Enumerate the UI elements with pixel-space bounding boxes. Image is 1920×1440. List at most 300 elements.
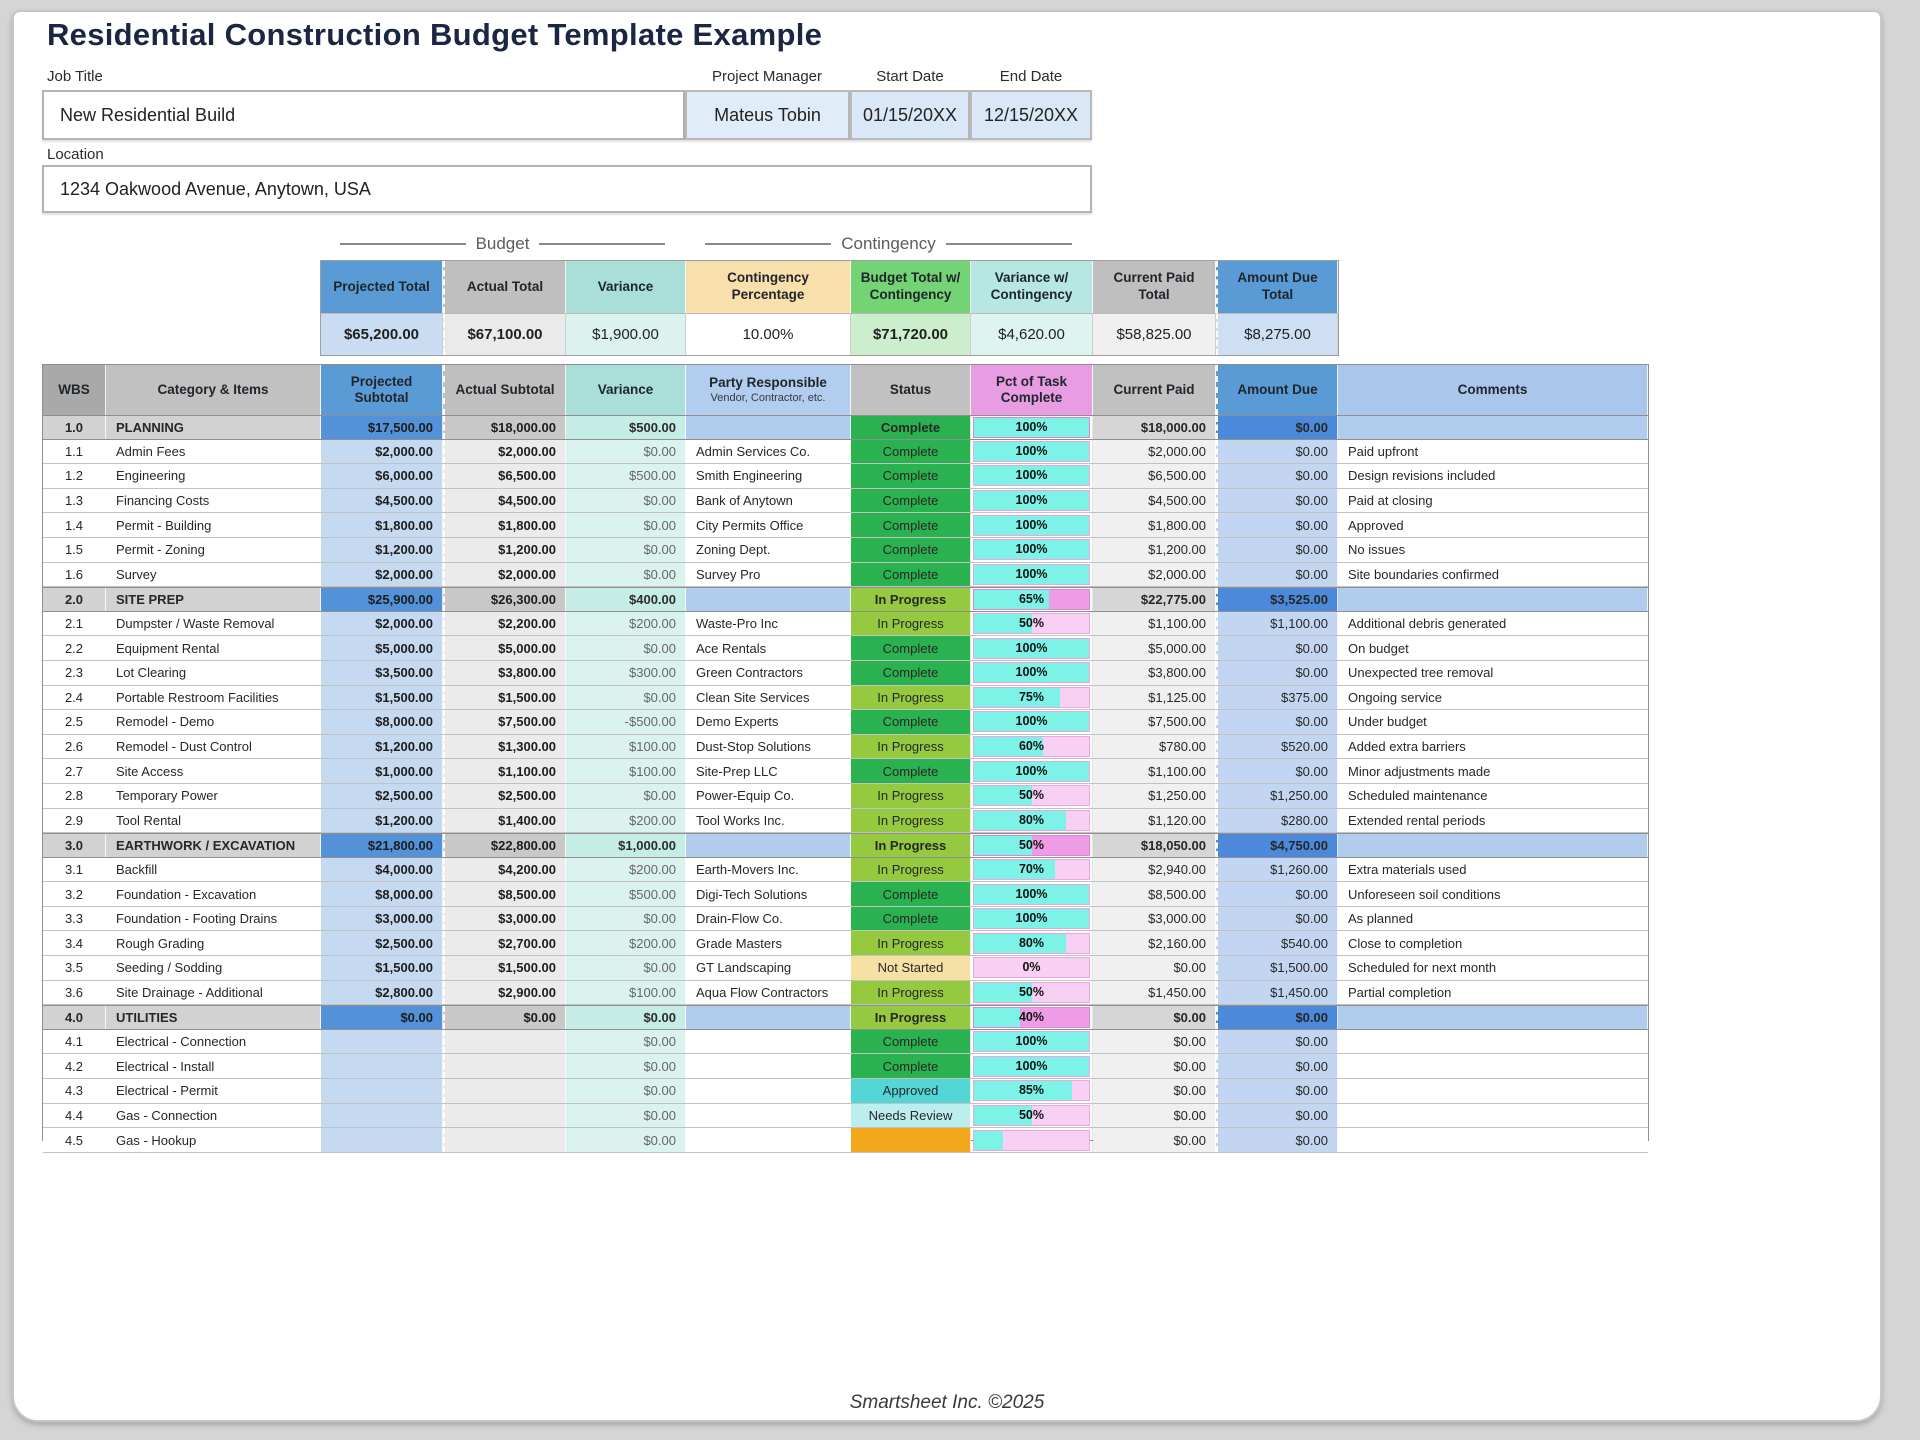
cell-current-paid[interactable]: $2,940.00 [1093, 858, 1216, 882]
cell-pct-complete[interactable] [971, 858, 1093, 882]
cell-current-paid[interactable]: $0.00 [1093, 1128, 1216, 1152]
cell-pct-complete[interactable] [971, 440, 1093, 464]
cell-actual-subtotal[interactable]: $1,300.00 [443, 735, 566, 759]
cell-amount-due[interactable]: $1,250.00 [1216, 784, 1338, 808]
cell-amount-due[interactable]: $540.00 [1216, 931, 1338, 955]
cell-pct-complete[interactable] [971, 416, 1093, 439]
cell-projected-subtotal[interactable]: $5,000.00 [321, 636, 443, 660]
cell-comments[interactable]: On budget [1338, 636, 1648, 660]
cell-comments[interactable]: Site boundaries confirmed [1338, 563, 1648, 587]
cell-party-responsible[interactable]: Smith Engineering [686, 464, 851, 488]
cell-variance[interactable]: $0.00 [566, 1079, 686, 1103]
cell-variance[interactable]: $0.00 [566, 907, 686, 931]
cell-actual-subtotal[interactable]: $18,000.00 [443, 416, 566, 439]
cell-wbs[interactable]: 4.5 [43, 1128, 106, 1152]
cell-amount-due[interactable]: $520.00 [1216, 735, 1338, 759]
cell-comments[interactable]: Under budget [1338, 710, 1648, 734]
cell-party-responsible[interactable]: Clean Site Services [686, 686, 851, 710]
cell-actual-subtotal[interactable]: $1,400.00 [443, 809, 566, 833]
cell-projected-subtotal[interactable]: $2,500.00 [321, 931, 443, 955]
cell-status[interactable]: In Progress [851, 612, 971, 636]
cell-projected-subtotal[interactable]: $1,500.00 [321, 956, 443, 980]
job-title-field[interactable]: New Residential Build [42, 90, 685, 140]
cell-comments[interactable]: Partial completion [1338, 981, 1648, 1005]
cell-wbs[interactable]: 3.6 [43, 981, 106, 1005]
cell-wbs[interactable]: 1.5 [43, 538, 106, 562]
cell-wbs[interactable]: 1.6 [43, 563, 106, 587]
cell-pct-complete[interactable] [971, 636, 1093, 660]
cell-pct-complete[interactable] [971, 588, 1093, 611]
cell-variance[interactable]: $0.00 [566, 489, 686, 513]
cell-current-paid[interactable]: $7,500.00 [1093, 710, 1216, 734]
summary-value-cell[interactable]: $1,900.00 [566, 313, 686, 355]
cell-wbs[interactable]: 3.5 [43, 956, 106, 980]
cell-variance[interactable]: $0.00 [566, 1104, 686, 1128]
cell-comments[interactable]: Extended rental periods [1338, 809, 1648, 833]
cell-actual-subtotal[interactable]: $1,200.00 [443, 538, 566, 562]
cell-category-item[interactable]: Site Drainage - Additional [106, 981, 321, 1005]
project-manager-field[interactable]: Mateus Tobin [685, 90, 850, 140]
cell-amount-due[interactable]: $0.00 [1216, 710, 1338, 734]
cell-pct-complete[interactable] [971, 809, 1093, 833]
cell-wbs[interactable]: 4.2 [43, 1054, 106, 1078]
cell-current-paid[interactable]: $1,800.00 [1093, 513, 1216, 537]
cell-current-paid[interactable]: $2,000.00 [1093, 440, 1216, 464]
cell-variance[interactable]: $100.00 [566, 735, 686, 759]
cell-status[interactable]: Complete [851, 464, 971, 488]
cell-projected-subtotal[interactable]: $3,000.00 [321, 907, 443, 931]
cell-wbs[interactable]: 2.2 [43, 636, 106, 660]
cell-current-paid[interactable]: $1,125.00 [1093, 686, 1216, 710]
cell-amount-due[interactable]: $4,750.00 [1216, 834, 1338, 857]
cell-category-item[interactable]: Permit - Building [106, 513, 321, 537]
cell-wbs[interactable]: 2.6 [43, 735, 106, 759]
cell-amount-due[interactable]: $0.00 [1216, 440, 1338, 464]
cell-wbs[interactable]: 2.4 [43, 686, 106, 710]
cell-projected-subtotal[interactable]: $1,200.00 [321, 735, 443, 759]
cell-current-paid[interactable]: $0.00 [1093, 1104, 1216, 1128]
cell-status[interactable]: In Progress [851, 931, 971, 955]
cell-amount-due[interactable]: $0.00 [1216, 1104, 1338, 1128]
cell-pct-complete[interactable] [971, 1006, 1093, 1029]
cell-party-responsible[interactable]: City Permits Office [686, 513, 851, 537]
cell-comments[interactable] [1338, 416, 1648, 439]
cell-actual-subtotal[interactable]: $2,000.00 [443, 440, 566, 464]
cell-actual-subtotal[interactable]: $4,200.00 [443, 858, 566, 882]
cell-projected-subtotal[interactable]: $2,000.00 [321, 563, 443, 587]
cell-amount-due[interactable]: $1,500.00 [1216, 956, 1338, 980]
cell-actual-subtotal[interactable]: $2,000.00 [443, 563, 566, 587]
cell-wbs[interactable]: 1.2 [43, 464, 106, 488]
cell-amount-due[interactable]: $0.00 [1216, 1054, 1338, 1078]
cell-projected-subtotal[interactable]: $0.00 [321, 1006, 443, 1029]
cell-projected-subtotal[interactable]: $2,000.00 [321, 612, 443, 636]
cell-comments[interactable]: Unexpected tree removal [1338, 661, 1648, 685]
cell-variance[interactable]: $100.00 [566, 981, 686, 1005]
cell-pct-complete[interactable] [971, 1128, 1093, 1152]
cell-amount-due[interactable]: $280.00 [1216, 809, 1338, 833]
cell-category-item[interactable]: Survey [106, 563, 321, 587]
cell-current-paid[interactable]: $1,250.00 [1093, 784, 1216, 808]
cell-status[interactable]: In Progress [851, 858, 971, 882]
cell-status[interactable]: Not Started [851, 956, 971, 980]
cell-category-item[interactable]: SITE PREP [106, 588, 321, 611]
cell-current-paid[interactable]: $22,775.00 [1093, 588, 1216, 611]
cell-current-paid[interactable]: $1,120.00 [1093, 809, 1216, 833]
cell-current-paid[interactable]: $0.00 [1093, 1054, 1216, 1078]
cell-pct-complete[interactable] [971, 1079, 1093, 1103]
cell-status[interactable]: Complete [851, 636, 971, 660]
cell-actual-subtotal[interactable]: $1,500.00 [443, 956, 566, 980]
cell-current-paid[interactable]: $8,500.00 [1093, 882, 1216, 906]
cell-status[interactable]: Needs Review [851, 1104, 971, 1128]
cell-projected-subtotal[interactable]: $1,500.00 [321, 686, 443, 710]
cell-party-responsible[interactable]: Ace Rentals [686, 636, 851, 660]
cell-status[interactable]: In Progress [851, 588, 971, 611]
cell-party-responsible[interactable]: Zoning Dept. [686, 538, 851, 562]
summary-value-cell[interactable]: $58,825.00 [1093, 313, 1216, 355]
cell-party-responsible[interactable]: Digi-Tech Solutions [686, 882, 851, 906]
cell-party-responsible[interactable]: GT Landscaping [686, 956, 851, 980]
cell-projected-subtotal[interactable] [321, 1054, 443, 1078]
cell-actual-subtotal[interactable]: $26,300.00 [443, 588, 566, 611]
cell-amount-due[interactable]: $0.00 [1216, 416, 1338, 439]
cell-status[interactable] [851, 1128, 971, 1152]
cell-actual-subtotal[interactable]: $2,200.00 [443, 612, 566, 636]
cell-status[interactable]: In Progress [851, 809, 971, 833]
cell-comments[interactable]: Paid upfront [1338, 440, 1648, 464]
cell-status[interactable]: Complete [851, 489, 971, 513]
cell-comments[interactable] [1338, 1128, 1648, 1152]
cell-category-item[interactable]: Dumpster / Waste Removal [106, 612, 321, 636]
cell-category-item[interactable]: Site Access [106, 759, 321, 783]
cell-amount-due[interactable]: $0.00 [1216, 907, 1338, 931]
location-field[interactable]: 1234 Oakwood Avenue, Anytown, USA [42, 165, 1092, 213]
cell-comments[interactable]: Ongoing service [1338, 686, 1648, 710]
cell-party-responsible[interactable]: Drain-Flow Co. [686, 907, 851, 931]
cell-projected-subtotal[interactable]: $6,000.00 [321, 464, 443, 488]
cell-pct-complete[interactable] [971, 464, 1093, 488]
cell-amount-due[interactable]: $0.00 [1216, 513, 1338, 537]
cell-amount-due[interactable]: $0.00 [1216, 1006, 1338, 1029]
cell-actual-subtotal[interactable]: $2,700.00 [443, 931, 566, 955]
cell-wbs[interactable]: 2.5 [43, 710, 106, 734]
cell-current-paid[interactable]: $1,100.00 [1093, 759, 1216, 783]
cell-variance[interactable]: $0.00 [566, 1030, 686, 1054]
cell-amount-due[interactable]: $1,100.00 [1216, 612, 1338, 636]
cell-current-paid[interactable]: $18,050.00 [1093, 834, 1216, 857]
cell-amount-due[interactable]: $3,525.00 [1216, 588, 1338, 611]
cell-comments[interactable] [1338, 1030, 1648, 1054]
cell-status[interactable]: In Progress [851, 686, 971, 710]
cell-amount-due[interactable]: $1,450.00 [1216, 981, 1338, 1005]
cell-comments[interactable]: Scheduled maintenance [1338, 784, 1648, 808]
cell-category-item[interactable]: Admin Fees [106, 440, 321, 464]
cell-category-item[interactable]: Financing Costs [106, 489, 321, 513]
cell-status[interactable]: In Progress [851, 981, 971, 1005]
cell-pct-complete[interactable] [971, 907, 1093, 931]
cell-wbs[interactable]: 1.3 [43, 489, 106, 513]
cell-category-item[interactable]: Temporary Power [106, 784, 321, 808]
cell-category-item[interactable]: Tool Rental [106, 809, 321, 833]
cell-actual-subtotal[interactable]: $2,500.00 [443, 784, 566, 808]
cell-comments[interactable]: Added extra barriers [1338, 735, 1648, 759]
cell-projected-subtotal[interactable]: $4,500.00 [321, 489, 443, 513]
cell-category-item[interactable]: Portable Restroom Facilities [106, 686, 321, 710]
cell-variance[interactable]: $0.00 [566, 563, 686, 587]
cell-comments[interactable] [1338, 1006, 1648, 1029]
cell-projected-subtotal[interactable] [321, 1079, 443, 1103]
end-date-field[interactable]: 12/15/20XX [970, 90, 1092, 140]
cell-party-responsible[interactable]: Green Contractors [686, 661, 851, 685]
cell-party-responsible[interactable] [686, 1079, 851, 1103]
summary-value-cell[interactable]: $71,720.00 [851, 313, 971, 355]
cell-party-responsible[interactable] [686, 1054, 851, 1078]
cell-wbs[interactable]: 2.7 [43, 759, 106, 783]
cell-current-paid[interactable]: $0.00 [1093, 956, 1216, 980]
cell-party-responsible[interactable]: Site-Prep LLC [686, 759, 851, 783]
cell-status[interactable]: Complete [851, 513, 971, 537]
cell-projected-subtotal[interactable]: $2,500.00 [321, 784, 443, 808]
cell-comments[interactable] [1338, 834, 1648, 857]
cell-party-responsible[interactable]: Power-Equip Co. [686, 784, 851, 808]
cell-category-item[interactable]: Electrical - Connection [106, 1030, 321, 1054]
summary-value-cell[interactable]: $8,275.00 [1216, 313, 1338, 355]
cell-pct-complete[interactable] [971, 1054, 1093, 1078]
cell-status[interactable]: Complete [851, 538, 971, 562]
cell-category-item[interactable]: Foundation - Footing Drains [106, 907, 321, 931]
cell-actual-subtotal[interactable]: $1,800.00 [443, 513, 566, 537]
cell-variance[interactable]: $0.00 [566, 784, 686, 808]
cell-current-paid[interactable]: $6,500.00 [1093, 464, 1216, 488]
cell-projected-subtotal[interactable]: $25,900.00 [321, 588, 443, 611]
cell-actual-subtotal[interactable] [443, 1079, 566, 1103]
cell-pct-complete[interactable] [971, 710, 1093, 734]
cell-current-paid[interactable]: $18,000.00 [1093, 416, 1216, 439]
cell-variance[interactable]: $0.00 [566, 513, 686, 537]
cell-current-paid[interactable]: $5,000.00 [1093, 636, 1216, 660]
cell-actual-subtotal[interactable] [443, 1054, 566, 1078]
cell-wbs[interactable]: 1.1 [43, 440, 106, 464]
cell-wbs[interactable]: 4.1 [43, 1030, 106, 1054]
cell-pct-complete[interactable] [971, 931, 1093, 955]
cell-amount-due[interactable]: $0.00 [1216, 538, 1338, 562]
cell-wbs[interactable]: 3.2 [43, 882, 106, 906]
cell-party-responsible[interactable] [686, 416, 851, 439]
cell-amount-due[interactable]: $0.00 [1216, 636, 1338, 660]
cell-wbs[interactable]: 2.8 [43, 784, 106, 808]
cell-projected-subtotal[interactable]: $8,000.00 [321, 710, 443, 734]
cell-wbs[interactable]: 2.0 [43, 588, 106, 611]
cell-party-responsible[interactable] [686, 834, 851, 857]
cell-variance[interactable]: $0.00 [566, 440, 686, 464]
cell-pct-complete[interactable] [971, 1030, 1093, 1054]
cell-status[interactable]: Complete [851, 907, 971, 931]
cell-projected-subtotal[interactable]: $2,800.00 [321, 981, 443, 1005]
cell-comments[interactable]: Paid at closing [1338, 489, 1648, 513]
cell-pct-complete[interactable] [971, 981, 1093, 1005]
cell-variance[interactable]: $0.00 [566, 1054, 686, 1078]
cell-comments[interactable] [1338, 1054, 1648, 1078]
cell-party-responsible[interactable]: Demo Experts [686, 710, 851, 734]
cell-wbs[interactable]: 1.4 [43, 513, 106, 537]
cell-current-paid[interactable]: $0.00 [1093, 1030, 1216, 1054]
cell-status[interactable]: Complete [851, 440, 971, 464]
cell-variance[interactable]: $0.00 [566, 686, 686, 710]
cell-projected-subtotal[interactable] [321, 1128, 443, 1152]
cell-comments[interactable]: Extra materials used [1338, 858, 1648, 882]
cell-actual-subtotal[interactable]: $0.00 [443, 1006, 566, 1029]
cell-variance[interactable]: $500.00 [566, 416, 686, 439]
cell-actual-subtotal[interactable]: $22,800.00 [443, 834, 566, 857]
cell-pct-complete[interactable] [971, 759, 1093, 783]
cell-wbs[interactable]: 4.3 [43, 1079, 106, 1103]
cell-category-item[interactable]: Seeding / Sodding [106, 956, 321, 980]
cell-projected-subtotal[interactable]: $1,000.00 [321, 759, 443, 783]
cell-projected-subtotal[interactable] [321, 1104, 443, 1128]
cell-category-item[interactable]: Lot Clearing [106, 661, 321, 685]
summary-value-cell[interactable]: $4,620.00 [971, 313, 1093, 355]
summary-value-cell[interactable]: $67,100.00 [443, 313, 566, 355]
cell-status[interactable]: Complete [851, 416, 971, 439]
cell-amount-due[interactable]: $0.00 [1216, 882, 1338, 906]
cell-variance[interactable]: $1,000.00 [566, 834, 686, 857]
cell-comments[interactable]: Additional debris generated [1338, 612, 1648, 636]
cell-category-item[interactable]: UTILITIES [106, 1006, 321, 1029]
cell-pct-complete[interactable] [971, 563, 1093, 587]
cell-category-item[interactable]: Foundation - Excavation [106, 882, 321, 906]
cell-projected-subtotal[interactable]: $1,200.00 [321, 809, 443, 833]
cell-current-paid[interactable]: $1,100.00 [1093, 612, 1216, 636]
cell-party-responsible[interactable] [686, 1030, 851, 1054]
cell-category-item[interactable]: Permit - Zoning [106, 538, 321, 562]
cell-amount-due[interactable]: $0.00 [1216, 489, 1338, 513]
cell-actual-subtotal[interactable]: $5,000.00 [443, 636, 566, 660]
cell-amount-due[interactable]: $0.00 [1216, 1030, 1338, 1054]
cell-comments[interactable]: Design revisions included [1338, 464, 1648, 488]
cell-wbs[interactable]: 3.3 [43, 907, 106, 931]
cell-comments[interactable]: As planned [1338, 907, 1648, 931]
cell-actual-subtotal[interactable]: $1,100.00 [443, 759, 566, 783]
cell-pct-complete[interactable] [971, 513, 1093, 537]
cell-party-responsible[interactable] [686, 1006, 851, 1029]
cell-status[interactable]: In Progress [851, 834, 971, 857]
cell-variance[interactable]: $100.00 [566, 759, 686, 783]
cell-party-responsible[interactable] [686, 1128, 851, 1152]
cell-party-responsible[interactable]: Admin Services Co. [686, 440, 851, 464]
cell-variance[interactable]: $500.00 [566, 882, 686, 906]
cell-actual-subtotal[interactable] [443, 1030, 566, 1054]
cell-wbs[interactable]: 3.0 [43, 834, 106, 857]
cell-variance[interactable]: $200.00 [566, 931, 686, 955]
cell-actual-subtotal[interactable]: $3,000.00 [443, 907, 566, 931]
cell-category-item[interactable]: Remodel - Dust Control [106, 735, 321, 759]
cell-comments[interactable] [1338, 588, 1648, 611]
cell-variance[interactable]: $0.00 [566, 956, 686, 980]
cell-current-paid[interactable]: $2,000.00 [1093, 563, 1216, 587]
cell-projected-subtotal[interactable]: $21,800.00 [321, 834, 443, 857]
cell-status[interactable]: Complete [851, 661, 971, 685]
cell-party-responsible[interactable] [686, 588, 851, 611]
cell-actual-subtotal[interactable]: $6,500.00 [443, 464, 566, 488]
cell-current-paid[interactable]: $3,000.00 [1093, 907, 1216, 931]
cell-projected-subtotal[interactable]: $1,200.00 [321, 538, 443, 562]
cell-amount-due[interactable]: $0.00 [1216, 563, 1338, 587]
cell-wbs[interactable]: 3.1 [43, 858, 106, 882]
cell-category-item[interactable]: Engineering [106, 464, 321, 488]
cell-actual-subtotal[interactable] [443, 1104, 566, 1128]
cell-current-paid[interactable]: $0.00 [1093, 1079, 1216, 1103]
cell-projected-subtotal[interactable]: $3,500.00 [321, 661, 443, 685]
cell-wbs[interactable]: 4.4 [43, 1104, 106, 1128]
cell-wbs[interactable]: 4.0 [43, 1006, 106, 1029]
cell-status[interactable]: Complete [851, 1030, 971, 1054]
cell-category-item[interactable]: Electrical - Install [106, 1054, 321, 1078]
cell-pct-complete[interactable] [971, 956, 1093, 980]
cell-category-item[interactable]: EARTHWORK / EXCAVATION [106, 834, 321, 857]
cell-actual-subtotal[interactable]: $2,900.00 [443, 981, 566, 1005]
cell-party-responsible[interactable]: Dust-Stop Solutions [686, 735, 851, 759]
cell-current-paid[interactable]: $0.00 [1093, 1006, 1216, 1029]
cell-projected-subtotal[interactable]: $4,000.00 [321, 858, 443, 882]
cell-current-paid[interactable]: $780.00 [1093, 735, 1216, 759]
cell-amount-due[interactable]: $0.00 [1216, 759, 1338, 783]
cell-variance[interactable]: $0.00 [566, 1128, 686, 1152]
cell-comments[interactable] [1338, 1079, 1648, 1103]
cell-party-responsible[interactable]: Waste-Pro Inc [686, 612, 851, 636]
cell-variance[interactable]: $0.00 [566, 538, 686, 562]
cell-party-responsible[interactable]: Survey Pro [686, 563, 851, 587]
cell-comments[interactable]: No issues [1338, 538, 1648, 562]
cell-comments[interactable]: Scheduled for next month [1338, 956, 1648, 980]
cell-current-paid[interactable]: $1,200.00 [1093, 538, 1216, 562]
cell-category-item[interactable]: Rough Grading [106, 931, 321, 955]
cell-projected-subtotal[interactable]: $1,800.00 [321, 513, 443, 537]
cell-category-item[interactable]: Backfill [106, 858, 321, 882]
cell-party-responsible[interactable]: Aqua Flow Contractors [686, 981, 851, 1005]
cell-pct-complete[interactable] [971, 538, 1093, 562]
cell-variance[interactable]: -$500.00 [566, 710, 686, 734]
cell-pct-complete[interactable] [971, 686, 1093, 710]
cell-current-paid[interactable]: $3,800.00 [1093, 661, 1216, 685]
cell-category-item[interactable]: Equipment Rental [106, 636, 321, 660]
cell-status[interactable]: In Progress [851, 1006, 971, 1029]
cell-wbs[interactable]: 1.0 [43, 416, 106, 439]
cell-category-item[interactable]: Gas - Hookup [106, 1128, 321, 1152]
cell-comments[interactable]: Approved [1338, 513, 1648, 537]
summary-value-cell[interactable]: $65,200.00 [321, 313, 443, 355]
cell-projected-subtotal[interactable]: $17,500.00 [321, 416, 443, 439]
cell-current-paid[interactable]: $4,500.00 [1093, 489, 1216, 513]
cell-wbs[interactable]: 2.1 [43, 612, 106, 636]
cell-variance[interactable]: $0.00 [566, 1006, 686, 1029]
cell-actual-subtotal[interactable] [443, 1128, 566, 1152]
cell-comments[interactable]: Unforeseen soil conditions [1338, 882, 1648, 906]
cell-pct-complete[interactable] [971, 834, 1093, 857]
cell-variance[interactable]: $200.00 [566, 809, 686, 833]
cell-amount-due[interactable]: $1,260.00 [1216, 858, 1338, 882]
cell-pct-complete[interactable] [971, 489, 1093, 513]
cell-comments[interactable]: Close to completion [1338, 931, 1648, 955]
summary-value-cell[interactable]: 10.00% [686, 313, 851, 355]
cell-actual-subtotal[interactable]: $3,800.00 [443, 661, 566, 685]
cell-projected-subtotal[interactable]: $2,000.00 [321, 440, 443, 464]
cell-category-item[interactable]: Remodel - Demo [106, 710, 321, 734]
cell-variance[interactable]: $500.00 [566, 464, 686, 488]
cell-pct-complete[interactable] [971, 1104, 1093, 1128]
cell-pct-complete[interactable] [971, 612, 1093, 636]
cell-party-responsible[interactable]: Tool Works Inc. [686, 809, 851, 833]
